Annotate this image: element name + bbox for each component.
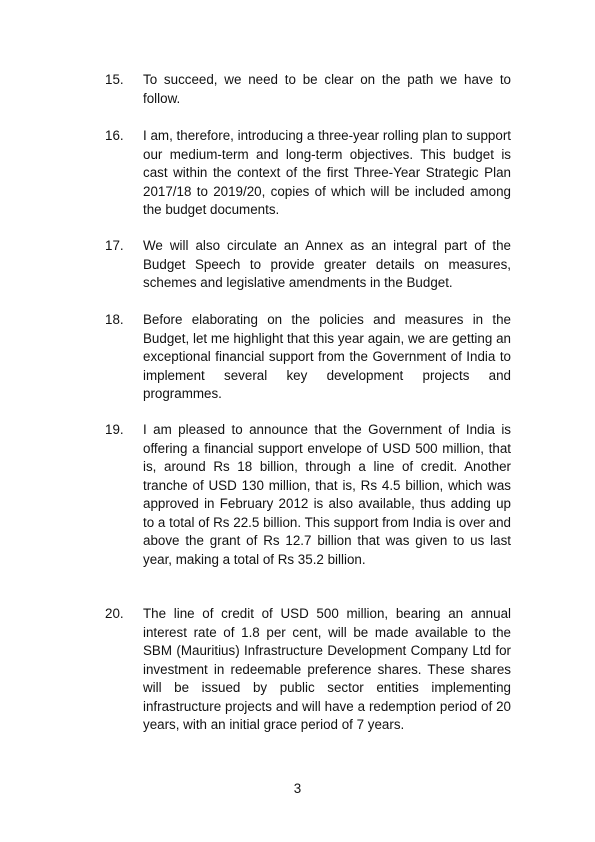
paragraph-number: 18. — [105, 312, 124, 327]
paragraph-19 — [105, 421, 511, 569]
paragraph-16 — [105, 127, 511, 220]
paragraph-15 — [105, 71, 511, 108]
paragraph-18 — [105, 311, 511, 404]
paragraph-number: 16. — [105, 128, 124, 143]
paragraph-17 — [105, 237, 511, 293]
paragraph-number: 20. — [105, 606, 124, 621]
paragraph-text: To succeed, we need to be clear on the path we have to follow. — [143, 72, 511, 106]
paragraph-text: I am pleased to announce that the Government of India is offering a financial support envelope of USD 500 million, that is, around Rs 18 billion, through a line of credit. Another tranche of USD 130 million, that is, Rs 4.5 billion, which was approved in February 2012 is also available, thus adding up to a total of Rs 22.5 billion. This support from India is over and above the grant of Rs 12.7 billion that was given to us last year, making a total of Rs 35.2 billion. — [143, 422, 511, 567]
paragraph-text: The line of credit of USD 500 million, bearing an annual interest rate of 1.8 per cent, will be made available to the SBM (Mauritius) Infrastructure Development Company Ltd for investment in redeemable preference shares. These shares will be issued by public sector entities implementing infrastructure projects and will have a redemption period of 20 years, with an initial grace period of 7 years. — [143, 606, 511, 732]
paragraph-text: We will also circulate an Annex as an integral part of the Budget Speech to provide greater details on measures, schemes and legislative amendments in the Budget. — [143, 238, 511, 290]
paragraph-20 — [105, 605, 511, 735]
page-number: 3 — [293, 781, 302, 796]
paragraph-text: Before elaborating on the policies and measures in the Budget, let me highlight that this year again, we are getting an exceptional financial support from the Government of India to implement several key development projects and programmes. — [143, 312, 511, 401]
paragraph-text: I am, therefore, introducing a three-year rolling plan to support our medium-term and long-term objectives. This budget is cast within the context of the first Three-Year Strategic Plan 2017/18 to 2019/20, copies of which will be included among the budget documents. — [143, 128, 511, 217]
paragraph-number: 15. — [105, 72, 124, 87]
paragraph-number: 17. — [105, 238, 124, 253]
paragraph-number: 19. — [105, 422, 124, 437]
